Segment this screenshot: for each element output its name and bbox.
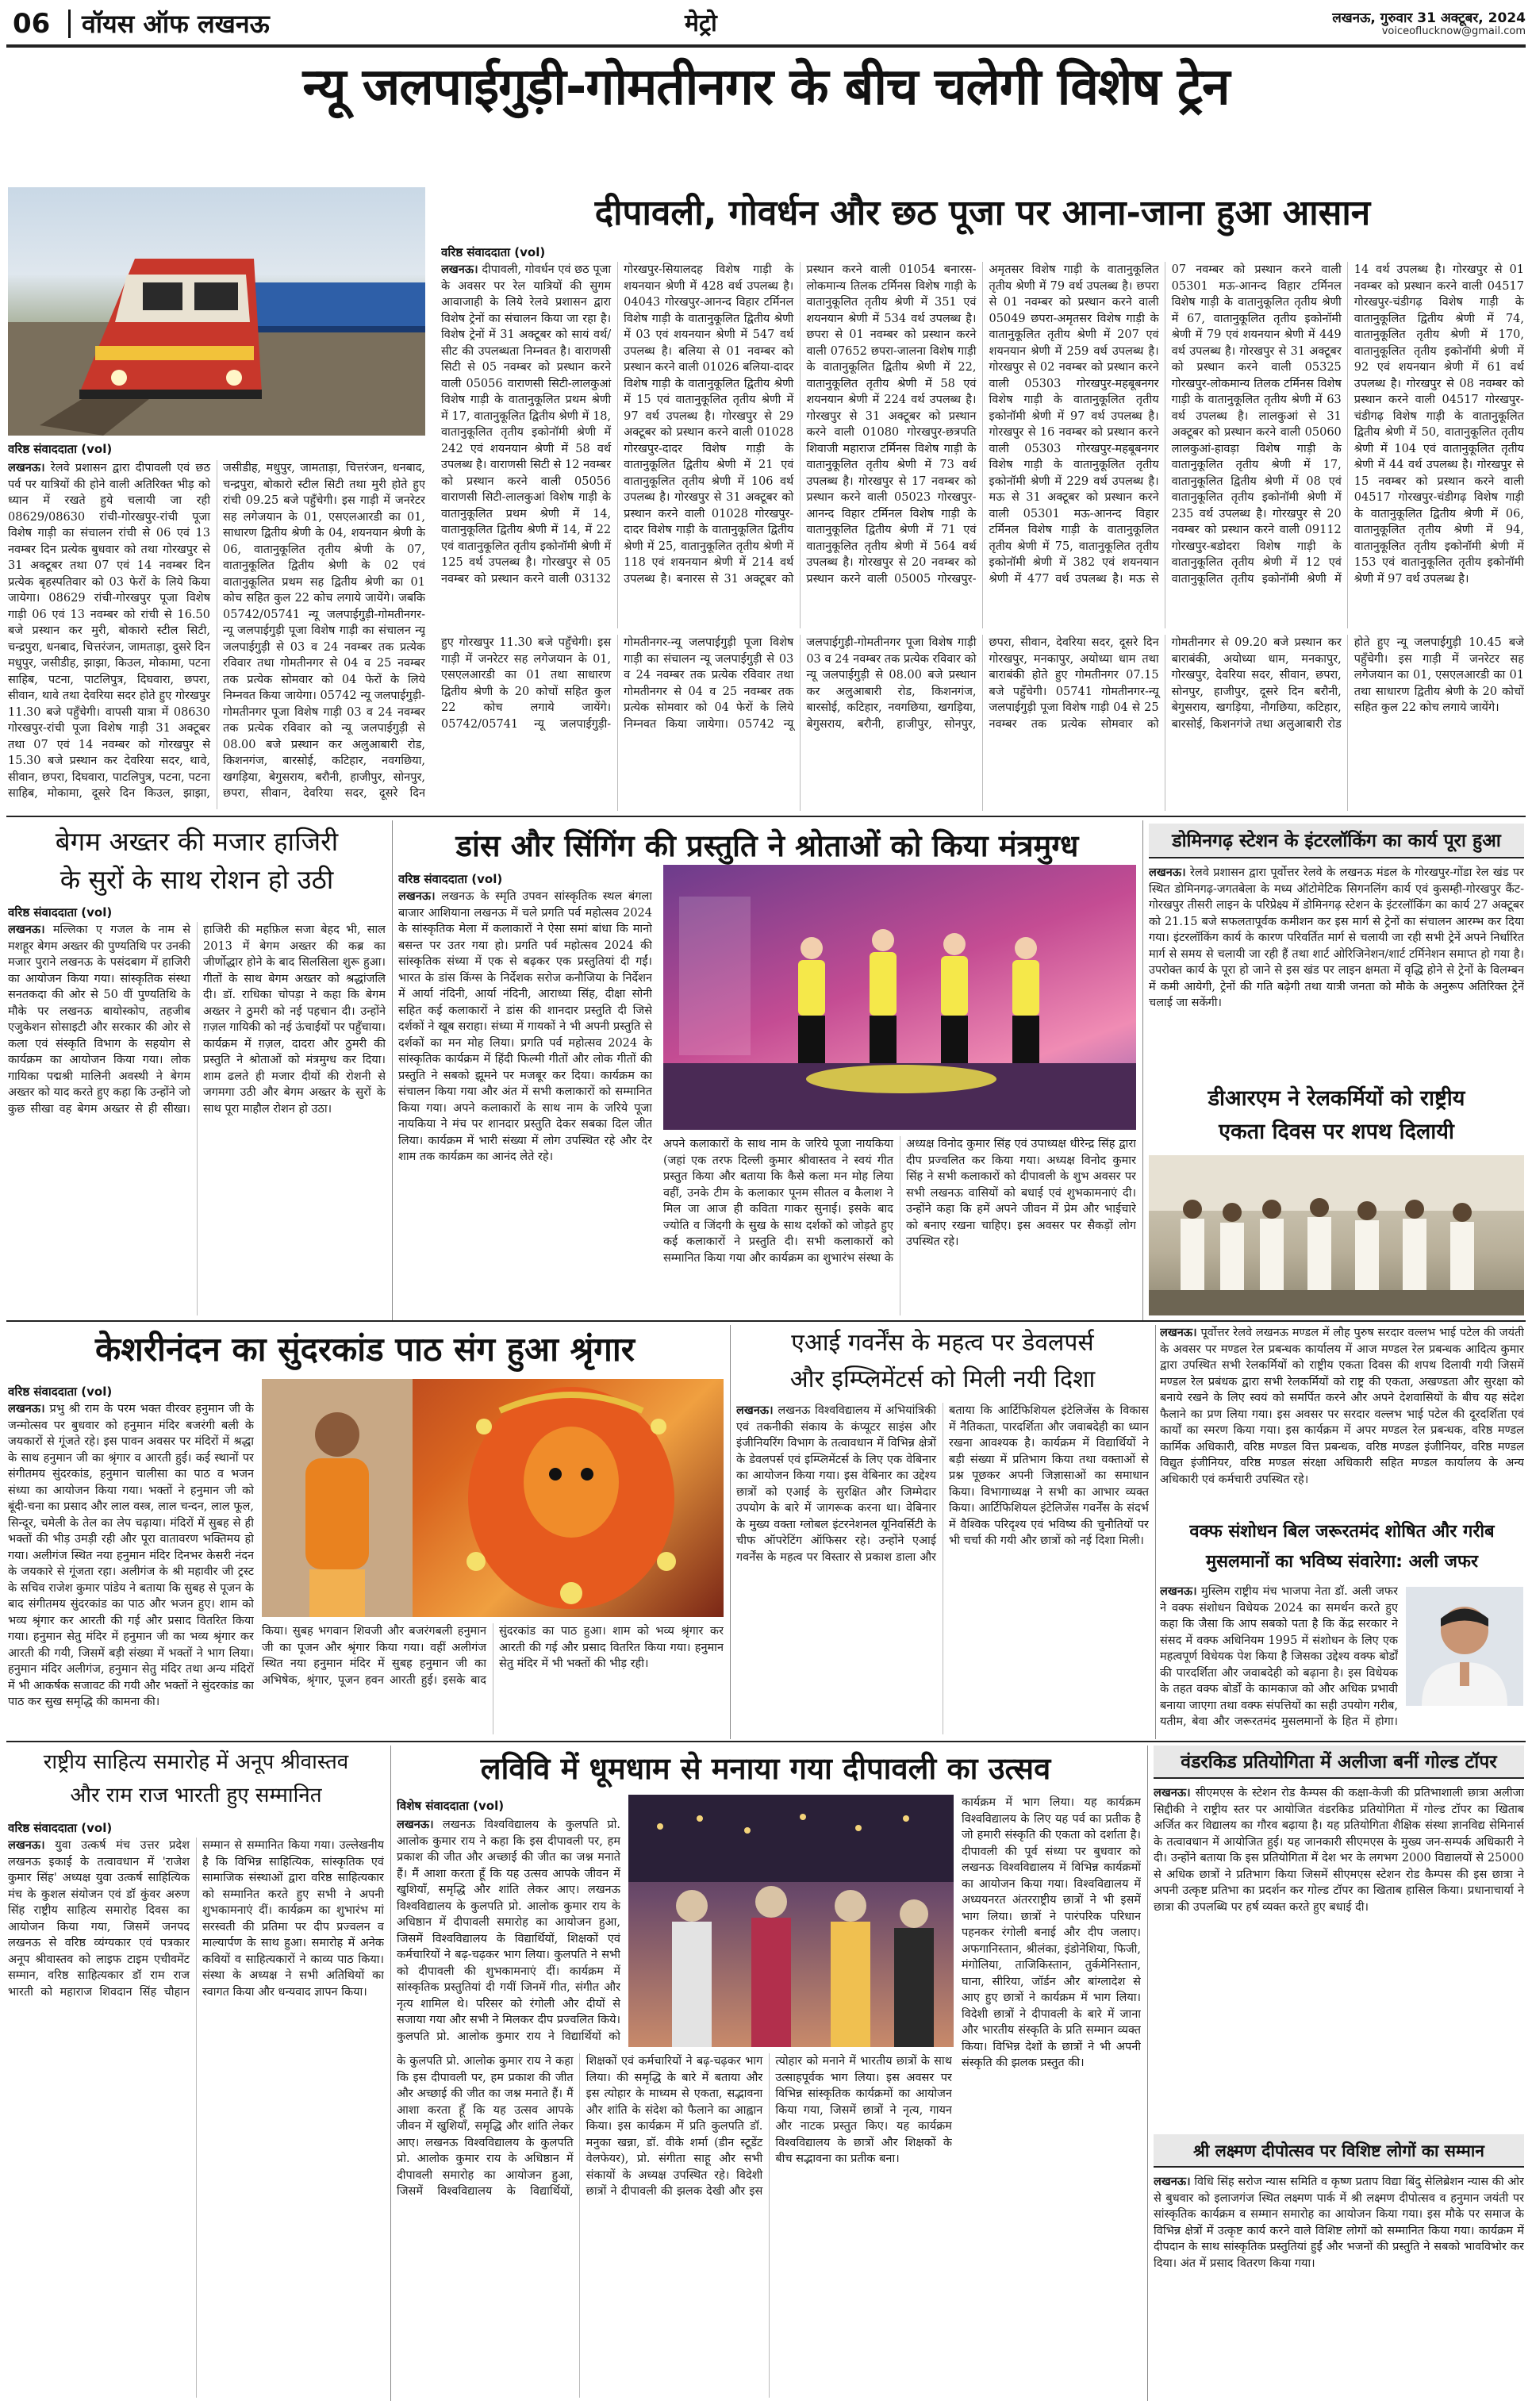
interlock-text [1149, 865, 1524, 1077]
kesari-body-continued: किया। सुबह भगवान शिवजी और बजरंगबली हनुमान जी का पूजन और श्रृंगार किया गया। वहीं अलीगंज स्थित नया हनुमान मंदिर में सुबह हनुमान जी का अभिषेक, श्रृंगार, पूजन हवन आरती हुई। इसके बाद सुंदरकांड का पाठ हुआ। शाम को भव्य श्रृंगार कर आरती की गई और प्रसाद वितरित किया गया। हनुमान सेतु मंदिर में भी भक्तों की भीड़ रही। [262, 1625, 724, 1687]
kesari-headline: केशरीनंदन का सुंदरकांड पाठ संग हुआ श्रृंगार [95, 1330, 635, 1369]
dance-body: लखनऊ के स्मृति उपवन सांस्कृतिक स्थल बंगला बाजार आशियाना लखनऊ में चले प्रगति पर्व महोत्सव 2024 के सांस्कृतिक मेला में कलाकारों ने ऐसा समां बांधा कि मानो बसन्त पर उतर गया हो। प्रगति पर्व महोत्सव 2024 की सांस्कृतिक संध्या में एक से बढ़कर एक प्रस्तुतियां दी गईं। भारत के डांस किंग्स के निर्देशक सरोज कनौजिया के निर्देशन में आर्या नंदिनी, आर्या नंदिनी, आराध्या सिंह, दीक्षा सोनी सहित कई कलाकारों ने डांस की शानदार प्रस्तुति दी जिसे दर्शकों ने खूब सराहा। संध्या में गायकों ने भी अपनी प्रस्तुति से दर्शकों का मन मोह लिया। प्रगति पर्व महोत्सव 2024 के सांस्कृतिक कार्यक्रम में हिंदी फिल्मी गीतों और लोक गीतों की प्रस्तुति ने सबको झूमने पर मजबूर कर दिया। कार्यक्रम का संचालन किया गया और अंत में सभी कलाकारों को सम्मानित किया गया। अपने कलाकारों के साथ नाम के जरिये पूजा नायकिया ने मंच पर शानदार प्रस्तुति देकर सबका दिल जीत लिया। कार्यक्रम में भारी संख्या में लोग उपस्थित रहे और देर शाम तक कार्यक्रम का आनंद लेते रहे। [398, 890, 652, 1163]
begum-text [8, 922, 386, 1315]
begum-body: मल्लिका ए गजल के नाम से मशहूर बेगम अख्तर की पुण्यतिथि पर उनकी मजार पुराने लखनऊ के पसंदबाग में हाजिरी का आयोजन किया गया। सांस्कृतिक संस्था सनतकदा की ओर से 50 वीं पुण्यतिथि के मौके पर लखनऊ बायोस्कोप, तहजीब एजुकेशन सोसाइटी और सरकार की ओर से कला एवं संस्कृति विभाग के सहयोग से कार्यक्रम का आयोजन किया गया। लोक गायिका पद्मश्री मालिनी अवस्थी ने बेगम अख्तर को याद करते हुए कहा कि उन्होंने जो कुछ सीखा वह बेगम अख्तर से ही सीखा। हाजिरी की महफ़िल सजा बेहद भी, साल 2013 में बेगम अख्तर की कब्र का जीर्णोद्धार होने के बाद सिलसिला शुरू हुआ। गीतों के साथ बेगम अख्तर को श्रद्धांजलि दी। डॉ. राधिका चोपड़ा ने कहा कि बेगम अख्तर ने ठुमरी को नई पहचान दी। उन्होंने ग़ज़ल गायिकी को नई ऊंचाईयों पर पहुँचाया। कार्यक्रम में ग़ज़ल, दादरा और ठुमरी की प्रस्तुति ने श्रोताओं को मंत्रमुग्ध कर दिया। शाम ढलते ही मजार दीयों की रोशनी से जगमगा उठी और बेगम अख्तर के सुरों के साथ पूरा माहौल रोशन हो उठा। [8, 924, 386, 1116]
kesari-byline: वरिष्ठ संवाददाता (vol) [8, 1385, 113, 1399]
lu-diwali-text-bottom [397, 2053, 952, 2398]
sahitya-text [8, 1838, 384, 2398]
lu-diwali-text-left [397, 1817, 620, 2047]
ai-headline-1: एआई गवर्नेंस के महत्व पर डेवलपर्स [791, 1329, 1094, 1357]
vandrakid-dateline: लखनऊ। [1154, 1786, 1191, 1799]
section-name: मेट्रो [685, 10, 717, 37]
lu-diwali-body-continued: के कुलपति प्रो. आलोक कुमार राय ने कहा कि इस दीपावली पर, हम प्रकाश की जीत और अच्छाई की जीत का जश्न मनाते हैं। मैं आशा करता हूँ कि यह उत्सव आपके जीवन में खुशियाँ, समृद्धि और शांति लेकर आए। लखनऊ विश्वविद्यालय के कुलपति प्रो. आलोक कुमार राय के अधिष्ठान में दीपावली समारोह का आयोजन हुआ, जिसमें विश्वविद्यालय के विद्यार्थियों, शिक्षकों एवं कर्मचारियों ने बढ़-चढ़कर भाग लिया। की समृद्धि के बारे में बताया और इस त्योहार के माध्यम से एकता, सद्भावना और शांति के संदेश को फैलाने का आह्वान किया। इस कार्यक्रम में प्रति कुलपति डॉ. मनुका खन्ना, डॉ. वीके शर्मा (डीन स्टूडेंट वेलफेयर), प्रो. संगीता साहू और सभी संकायों के अध्यक्ष उपस्थित रहे। विदेशी छात्रों ने दीपावली की झलक देखी और इस त्योहार को मनाने में भारतीय छात्रों के साथ उत्साहपूर्वक भाग लिया। इस अवसर पर विभिन्न सांस्कृतिक कार्यक्रमों का आयोजन किया गया, जिसमें छात्रों ने नृत्य, गायन और नाटक प्रस्तुत किए। यह कार्यक्रम विश्वविद्यालय के छात्रों और शिक्षकों के बीच सद्भावना का प्रतीक बना। [397, 2055, 952, 2198]
diwali-travel-dateline: लखनऊ। [441, 263, 478, 276]
page-number: 06 [13, 8, 51, 40]
paper-name: वॉयस ऑफ लखनऊ [82, 9, 270, 39]
ai-text [736, 1403, 1149, 1734]
diwali-travel-byline: वरिष्ठ संवाददाता (vol) [441, 245, 546, 259]
ali-zafar-photo [1406, 1587, 1523, 1706]
interlock-headline: डोमिनगढ़ स्टेशन के इंटरलॉकिंग का कार्य पूरा हुआ [1172, 831, 1501, 851]
drm-body: पूर्वोत्तर रेलवे लखनऊ मण्डल में लौह पुरुष सरदार वल्लभ भाई पटेल की जयंती के अवसर पर मण्डल रेल प्रबन्धक कार्यालय में आज मण्डल रेल प्रबन्धक आदित्य कुमार द्वारा उपस्थित सभी रेलकर्मियों को राष्ट्रीय एकता दिवस की शपथ दिलायी गयी जिसमें मण्डल रेल प्रबंधक द्वारा सभी रेलकर्मियों को राष्ट्र की एकता, अखण्डता और सुरक्षा को बनाये रखने के लिए स्वयं को समर्पित करने और अपने देशवासियों के बीच यह संदेश फैलाने का प्रण लिया गया। इस अवसर पर सरदार वल्लभ भाई पटेल की दूरदर्शिता एवं कार्यों का स्मरण किया गया। इस कार्यक्रम में अपर मण्डल रेल प्रबन्धक, वरिष्ठ मण्डल कार्मिक अधिकारी, वरिष्ठ मण्डल वित्त प्रबन्धक, वरिष्ठ मण्डल इंजीनियर, वरिष्ठ मण्डल विद्युत इंजीनियर, वरिष्ठ मण्डल संरक्षा अधिकारी सहित मण्डल कार्यालय के अन्य अधिकारी एवं कर्मचारी उपस्थित रहे। [1160, 1327, 1524, 1486]
drm-oath-text [1160, 1325, 1524, 1514]
vandrakid-body: सीएमएस के स्टेशन रोड कैम्पस की कक्षा-केजी की प्रतिभाशाली छात्रा अलीजा सिद्दीकी ने राष्ट्रीय स्तर पर आयोजित वंडरकिड प्रतियोगिता में गोल्ड टॉपर का खिताब अर्जित कर विद्यालय का गौरव बढ़ाया है। यह प्रतियोगिता शैक्षिक संस्था ज्ञानविद्य सेमिनार्स के तत्वावधान में आयोजित हुई। यह जानकारी सीएमएस के मुख्य जन-सम्पर्क अधिकारी ने दी। उन्होंने बताया कि इस प्रतियोगिता में देश भर के लगभग 2000 विद्यालयों से 25000 से अधिक छात्रों ने प्रतिभाग किया जिसमें सीएमएस स्टेशन रोड कैम्पस की इस छात्रा ने अपनी उत्कृष्ट प्रतिभा का प्रदर्शन कर गोल्ड टॉपर का खिताब हासिल किया। प्रधानाचार्या ने छात्रा की उपलब्धि पर हर्ष व्यक्त करते हुए बधाई दी। [1154, 1787, 1524, 1914]
lead-headline: न्यू जलपाईगुड़ी-गोमतीनगर के बीच चलेगी विशेष ट्रेन [302, 58, 1230, 117]
dance-text-right [663, 1136, 1136, 1315]
sahitya-body: युवा उत्कर्ष मंच उत्तर प्रदेश लखनऊ इकाई के तत्वावधान में 'राजेश कुमार सिंह' अध्यक्ष युवा उत्कर्ष साहित्यिक मंच के कुशल संयोजन एवं डॉ कुंवर अरुण सिंह राष्ट्रीय साहित्य समारोह दिवस का आयोजन किया गया, जिसमें जनपद लखनऊ से वरिष्ठ व्यंग्यकार एवं पत्रकार अनूप श्रीवास्तव को लाइफ टाइम एचीवमेंट सम्मान, वरिष्ठ साहित्यकार डॉ राम राज भारती को महाराज शिवदान सिंह चौहान सम्मान से सम्मानित किया गया। उल्लेखनीय है कि विभिन्न साहित्यिक, सांस्कृतिक एवं सामाजिक संस्थाओं द्वारा वरिष्ठ साहित्यकार को सम्मानित करते हुए सभी ने अपनी शुभकामनाएं दीं। कार्यक्रम का शुभारंभ मां सरस्वती की प्रतिमा पर दीप प्रज्वलन व माल्यार्पण के साथ हुआ। समारोह में अनेक कवियों व साहित्यकारों ने काव्य पाठ किया। संस्था के अध्यक्ष ने सभी अतिथियों का स्वागत किया और धन्यवाद ज्ञापन किया। [8, 1839, 384, 1999]
interlock-body: रेलवे प्रशासन द्वारा पूर्वोत्तर रेलवे के लखनऊ मंडल के गोरखपुर-गोंडा रेल खंड पर स्थित डोमिनगढ़-जगतबेला के मध्य ऑटोमेटिक सिगनलिंग कार्य एवं कुसम्ही-गोरखपुर कैंट-गोरखपुर तीसरी लाइन के परिप्रेक्ष्य में डोमिनगढ़ स्टेशन के इंटरलॉकिंग का कार्य 27 अक्टूबर को 21.15 बजे सफलतापूर्वक कमीशन कर इस मार्ग से ट्रेनों का संचालन आरम्भ कर दिया गया। इंटरलॉकिंग कार्य के कारण परिवर्तित मार्ग से चलायी जा रही सभी ट्रेनें अपने निर्धारित मार्ग से समय से चलायी जा रही हैं तथा शार्ट ओरिजिनेशन/शार्ट टर्मिनेशन समाप्त हो गया है। उपरोक्त कार्य के पूरा हो जाने से इस खंड पर लाइन क्षमता में वृद्धि होने से ट्रेनों के विलम्बन में कमी आयेगी, ट्रेनों की गति बढ़ेगी तथा यात्री जनता को मौके के अनुरूप अतिरिक्त ट्रेनें चलाई जा सकेंगी। [1149, 866, 1524, 1009]
drm-dateline: लखनऊ। [1160, 1326, 1197, 1339]
lakshman-headline: श्री लक्ष्मण दीपोत्सव पर विशिष्ट लोगों का सम्मान [1193, 2141, 1484, 2160]
kesari-dateline: लखनऊ। [8, 1402, 45, 1415]
lu-diwali-body: लखनऊ विश्वविद्यालय के कुलपति प्रो. आलोक कुमार राय ने कहा कि इस दीपावली पर, हम प्रकाश की जीत और अच्छाई की जीत का जश्न मनाते हैं। मैं आशा करता हूँ कि यह उत्सव आपके जीवन में खुशियाँ, समृद्धि और शांति लेकर आए। लखनऊ विश्वविद्यालय के कुलपति प्रो. आलोक कुमार राय के अधिष्ठान में दीपावली समारोह का आयोजन हुआ, जिसमें विश्वविद्यालय के विद्यार्थियों, शिक्षकों एवं कर्मचारियों ने बढ़-चढ़कर भाग लिया। कुलपति ने सभी को दीपावली की शुभकामनाएं दीं। कार्यक्रम में सांस्कृतिक प्रस्तुतियां दी गयीं जिनमें गीत, संगीत और नृत्य शामिल थे। परिसर को रंगोली और दीयों से सजाया गया और सभी ने मिलकर दीप प्रज्वलित किये। कुलपति प्रो. आलोक कुमार राय ने विद्यार्थियों को [397, 1818, 620, 2043]
vandrakid-headline: वंडरकिड प्रतियोगिता में अलीजा बनीं गोल्ड टॉपर [1181, 1752, 1497, 1772]
lu-diwali-body-right: कार्यक्रम में भाग लिया। यह कार्यक्रम विश्वविद्यालय के लिए यह पर्व का प्रतीक है जो हमारी संस्कृति की एकता को दर्शाता है। दीपावली की पूर्व संध्या पर बुधवार को लखनऊ विश्वविद्यालय में विभिन्न कार्यक्रमों का आयोजन किया गया। विश्वविद्यालय में अध्ययनरत अंतरराष्ट्रीय छात्रों ने भी इसमें भाग लिया। छात्रों ने पारंपरिक परिधान पहनकर रंगोली बनाई और दीप जलाए। अफगानिस्तान, श्रीलंका, इंडोनेशिया, फिजी, मंगोलिया, ताजिकिस्तान, तुर्कमेनिस्तान, घाना, सीरिया, जॉर्डन और बांग्लादेश से आए हुए छात्रों ने कार्यक्रम में भाग लिया। विदेशी छात्रों ने दीपावली के बारे में जाना और भारतीय संस्कृति के प्रति सम्मान व्यक्त किया। विभिन्न देशों के छात्रों ने भी अपनी संस्कृति की झलक प्रस्तुत की। [962, 1796, 1141, 2069]
sahitya-headline-1: राष्ट्रीय साहित्य समारोह में अनूप श्रीवास्तव [43, 1750, 349, 1774]
begum-headline-2: के सुरों के साथ रोशन हो उठी [60, 864, 334, 895]
waqf-body: मुस्लिम राष्ट्रीय मंच भाजपा नेता डॉ. अली जफर ने वक्फ संशोधन विधेयक 2024 का समर्थन करते हुए कहा कि जैसा कि आप सबको पता है कि केंद्र सरकार ने संसद में वक्फ अधिनियम 1995 में संशोधन के लिए एक महत्वपूर्ण विधेयक पेश किया है जिसका उद्देश्य वक्फ बोर्डों की पारदर्शिता और जवाबदेही को बढ़ाना है। इस विधेयक के तहत वक्फ बोर्डों के कामकाज को और अधिक प्रभावी बनाया जाएगा तथा वक्फ संपत्तियों का सही उपयोग गरीब, यतीम, बेवा और जरूरतमंद मुसलमानों के हित में होगा। [1160, 1585, 1398, 1728]
drm-photo [1149, 1155, 1524, 1315]
lead-byline: वरिष्ठ संवाददाता (vol) [8, 442, 113, 456]
ai-headline-2: और इम्प्लिमेंटर्स को मिली नयी दिशा [789, 1365, 1096, 1393]
lead-text-continued [441, 635, 1524, 811]
dance-byline: वरिष्ठ संवाददाता (vol) [398, 872, 503, 886]
dance-headline: डांस और सिंगिंग की प्रस्तुति ने श्रोताओं को किया मंत्रमुग्ध [455, 828, 1079, 863]
kesari-text-left [8, 1401, 254, 1734]
drm-headline-2: एकता दिवस पर शपथ दिलायी [1219, 1120, 1454, 1144]
lu-diwali-dateline: लखनऊ। [397, 1818, 434, 1831]
begum-dateline: लखनऊ। [8, 923, 45, 936]
dance-body-continued: अपने कलाकारों के साथ नाम के जरिये पूजा नायकिया (जहां एक तरफ दिल्ली कुमार श्रीवास्तव ने स्वयं गीत प्रस्तुत किया और बताया कि कैसे कला मन मोह लिया वहीं, उनके टीम के कलाकार पूनम सीतल व कैलाश ने मिल जा आज ही कविता गाकर सुनाई। इसके बाद ज्योति व जिंदगी के सुख के साथ दर्शकों को जोड़ते हुए कई कलाकारों ने प्रस्तुति दी। सभी कलाकारों को सम्मानित किया गया और कार्यक्रम का शुभारंभ संस्था के अध्यक्ष विनोद कुमार सिंह एवं उपाध्यक्ष धीरेन्द्र सिंह द्वारा दीप प्रज्वलित कर किया गया। अध्यक्ष विनोद कुमार सिंह ने सभी कलाकारों को दीपावली के शुभ अवसर पर सभी लखनऊ वासियों को बधाई एवं शुभकामनाएं दी। उन्होंने कहा कि हमें अपने जीवन में प्रेम और भाईचारे को बनाए रखना चाहिए। इस अवसर पर सैकड़ों लोग उपस्थित रहे। [663, 1138, 1136, 1265]
ai-dateline: लखनऊ। [736, 1404, 774, 1417]
sahitya-byline: वरिष्ठ संवाददाता (vol) [8, 1821, 113, 1835]
kesari-body: प्रभु श्री राम के परम भक्त वीरवर हनुमान जी के जन्मोत्सव पर बुधवार को हनुमान मंदिर बजरंगी बली के जयकारों से गूंजते रहे। इस पावन अवसर पर मंदिरों में श्रद्धा के साथ हनुमान जी का श्रृंगार व आरती हुई। कई स्थानों पर संगीतमय सुंदरकांड, हनुमान चालीसा का पाठ व भजन संध्या का आयोजन किया गया। भक्तों ने हनुमान जी को बूंदी-चना का प्रसाद और लाल वस्त्र, लाल चन्दन, लाल फूल, सिन्दूर, चमेली के तेल का लेप चढ़ाया। मंदिरों में सुबह से ही भक्तों की भीड़ उमड़ी रही और पूरा वातावरण भक्तिमय हो गया। अलीगंज स्थित नया हनुमान मंदिर दिनभर केसरी नंदन के जयकारे से गूंजता रहा। अलीगंज के श्री महावीर जी ट्रस्ट के सचिव राजेश कुमार पांडेय ने बताया कि सुबह से पूजन के बाद संगीतमय सुंदरकांड का पाठ और भजन हुए। शाम को भव्य श्रृंगार कर आरती की गई और प्रसाद वितरित किया गया। हनुमान सेतु मंदिर में हनुमान जी का भव्य श्रृंगार कर आरती की गयी, जिसमें बड़ी संख्या में भक्तों ने भाग लिया। हनुमान मंदिर अलीगंज, हनुमान सेतु मंदिर तथा अन्य मंदिरों में भी आकर्षक सजावट की गयी और भक्तों ने सुंदरकांड का पाठ कर सुख समृद्धि की कामना की। [8, 1403, 254, 1708]
dateline: लखनऊ, गुरुवार 31 अक्टूबर, 2024 [1332, 10, 1526, 26]
vandrakid-headline-box [1154, 1746, 1524, 1779]
lead-dateline: लखनऊ। [8, 461, 45, 474]
lead-body: रेलवे प्रशासन द्वारा दीपावली एवं छठ पर्व पर यात्रियों की होने वाली अतिरिक्त भीड़ को ध्यान में रखते हुये चलायी जा रही 08629/08630 रांची-गोरखपुर-रांची पूजा विशेष गाड़ी का संचालन रांची से 06 एवं 13 नवम्बर दिन प्रत्येक बुधवार को तथा गोरखपुर से 31 अक्टूबर तथा 07 एवं 14 नवम्बर दिन प्रत्येक बृहस्पतिवार को 03 फेरों के लिये किया जायेगा। 08629 रांची-गोरखपुर पूजा विशेष गाड़ी 06 एवं 13 नवम्बर को रांची से 16.50 बजे प्रस्थान कर मुरी, बोकारो स्टील सिटी, चन्द्रपुरा, धनबाद, चित्तरंजन, जामताड़ा, दुसरे दिन मधुपुर, जसीडीह, झाझा, किउल, मोकामा, पटना साहिब, पटना, पाटलिपुत्र, दिघवारा, छपरा, सीवान, थावे तथा देवरिया सदर होते हुए गोरखपुर 11.30 बजे पहुँचेगी। वापसी यात्रा में 08630 गोरखपुर-रांची पूजा विशेष गाड़ी 31 अक्टूबर तथा 07 एवं 14 नवम्बर को गोरखपुर से 15.30 बजे प्रस्थान कर देवरिया सदर, थावे, सीवान, छपरा, दिघवारा, पाटलिपुत्र, पटना, पटना साहिब, मोकामा, दूसरे दिन किउल, झाझा, जसीडीह, मधुपुर, जामताड़ा, चित्तरंजन, धनबाद, चन्द्रपुरा, बोकारो स्टील सिटी तथा मुरी होते हुए रांची 09.25 बजे पहुँचेगी। इस गाड़ी में जनरेटर सह लगेजयान के 01, एसएलआरडी का 01, साधारण द्वितीय श्रेणी के 04, शयनयान श्रेणी के 06, वातानुकूलित तृतीय श्रेणी के 07, वातानुकूलित द्वितीय श्रेणी के 02 एवं वातानुकूलित प्रथम सह द्वितीय श्रेणी का 01 कोच सहित कुल 22 कोच लगाये जायेंगे। जबकि 05742/05741 न्यू जलपाईगुड़ी-गोमतीनगर-न्यू जलपाईगुड़ी पूजा विशेष गाड़ी का संचालन न्यू जलपाईगुड़ी से 03 व 24 नवम्बर तक प्रत्येक रविवार तथा गोमतीनगर से 04 व 25 नवम्बर तक प्रत्येक सोमवार को 04 फेरों के लिये निम्नवत किया जायेगा। 05742 न्यू जलपाईगुड़ी-गोमतीनगर पूजा विशेष गाड़ी 03 व 24 नवम्बर तक प्रत्येक रविवार को न्यू जलपाईगुड़ी से 08.00 बजे प्रस्थान कर अलुआबारी रोड, किशनगंज, बारसोई, कटिहार, नवगछिया, खगड़िया, बेगुसराय, बरौनी, हाजीपुर, सोनपुर, छपरा, सीवान, देवरिया सदर, दूसरे दिन [8, 462, 425, 800]
diwali-travel-headline: दीपावली, गोवर्धन और छठ पूजा पर आना-जाना हुआ आसान [594, 193, 1371, 233]
lead-text [8, 460, 425, 809]
dance-text-left [398, 889, 652, 1315]
waqf-text [1160, 1584, 1398, 1734]
interlock-dateline: लखनऊ। [1149, 866, 1186, 879]
begum-byline: वरिष्ठ संवाददाता (vol) [8, 905, 113, 920]
lakshman-dateline: लखनऊ। [1154, 2175, 1191, 2188]
lakshman-body: विधि सिंह सरोज न्यास समिति व कृष्ण प्रताप विद्या बिंदु सेलिब्रेशन न्यास की ओर से बुधवार को इलाजगंज स्थित लक्ष्मण पार्क में श्री लक्ष्मण दीपोत्सव व हनुमान जयंती पर सांस्कृतिक कार्यक्रम व सम्मान समारोह का आयोजन किया गया। इस मौके पर समाज के विभिन्न क्षेत्रों में उत्कृष्ट कार्य करने वाले विशिष्ट लोगों को सम्मानित किया गया। कार्यक्रम में दीपदान के साथ सांस्कृतिक प्रस्तुतियां हुईं और भजनों की प्रस्तुति ने सबको भावविभोर कर दिया। अंत में प्रसाद वितरण किया गया। [1154, 2176, 1524, 2270]
waqf-dateline: लखनऊ। [1160, 1584, 1197, 1598]
lu-diwali-text-right [962, 1795, 1141, 2398]
train-photo [8, 187, 425, 436]
vandrakid-text [1154, 1785, 1524, 2125]
lu-diwali-byline: विशेष संवाददाता (vol) [397, 1799, 505, 1813]
kesari-text-right [262, 1623, 724, 1734]
diwali-travel-text [441, 262, 1524, 628]
sahitya-headline-2: और राम राज भारती हुए सम्मानित [70, 1784, 322, 1807]
begum-headline-1: बेगम अख्तर की मजार हाजिरी [55, 826, 339, 857]
dance-photo [663, 865, 1136, 1130]
lakshman-text [1154, 2174, 1524, 2398]
interlock-headline-box [1149, 824, 1524, 858]
lu-diwali-headline: लविवि में धूमधाम से मनाया गया दीपावली का उत्सव [480, 1751, 1051, 1786]
waqf-headline-1: वक्फ संशोधन बिल जरूरतमंद शोषित और गरीब [1189, 1522, 1495, 1542]
lead-body-continued: हुए गोरखपुर 11.30 बजे पहुँचेगी। इस गाड़ी में जनरेटर सह लगेजयान के 01, एसएलआरडी का 01 तथा साधारण द्वितीय श्रेणी के 20 कोचों सहित कुल 22 कोच लगाये जायेंगे। 05742/05741 न्यू जलपाईगुड़ी-गोमतीनगर-न्यू जलपाईगुड़ी पूजा विशेष गाड़ी का संचालन न्यू जलपाईगुड़ी से 03 व 24 नवम्बर तक प्रत्येक रविवार तथा गोमतीनगर से 04 व 25 नवम्बर तक प्रत्येक सोमवार को 04 फेरों के लिये निम्नवत किया जायेगा। 05742 न्यू जलपाईगुड़ी-गोमतीनगर पूजा विशेष गाड़ी 03 व 24 नवम्बर तक प्रत्येक रविवार को न्यू जलपाईगुड़ी से 08.00 बजे प्रस्थान कर अलुआबारी रोड, किशनगंज, बारसोई, कटिहार, नवगछिया, खगड़िया, बेगुसराय, बरौनी, हाजीपुर, सोनपुर, छपरा, सीवान, देवरिया सदर, दूसरे दिन गोरखपुर, मनकापुर, अयोध्या धाम तथा बाराबंकी होते हुए गोमतीनगर 07.15 बजे पहुँचेगी। 05741 गोमतीनगर-न्यू जलपाईगुड़ी पूजा विशेष गाड़ी 04 से 25 नवम्बर तक प्रत्येक सोमवार को गोमतीनगर से 09.20 बजे प्रस्थान कर बाराबंकी, अयोध्या धाम, मनकापुर, गोरखपुर, देवरिया सदर, सीवान, छपरा, सोनपुर, हाजीपुर, दूसरे दिन बरौनी, बेगुसराय, खगड़िया, नौगछिया, कटिहार, बारसोई, किशनगंजे तथा अलुआबारी रोड होते हुए न्यू जलपाईगुड़ी 10.45 बजे पहुँचेगी। इस गाड़ी में जनरेटर सह लगेजयान का 01, एसएलआरडी का 01 तथा साधारण द्वितीय श्रेणी के 20 कोचों सहित कुल 22 कोच लगाये जायेंगे। [441, 636, 1524, 731]
dance-dateline: लखनऊ। [398, 889, 436, 903]
masthead [6, 6, 1526, 43]
lakshman-headline-box [1154, 2134, 1524, 2168]
lu-diwali-photo [628, 1795, 954, 2047]
waqf-headline-2: मुसलमानों का भविष्य संवारेगा: अली जफर [1206, 1552, 1478, 1572]
hanuman-photo [262, 1379, 724, 1617]
sahitya-dateline: लखनऊ। [8, 1838, 45, 1852]
ai-body: लखनऊ विश्वविद्यालय में अभियांत्रिकी एवं तकनीकी संकाय के कंप्यूटर साइंस और इंजीनियरिंग विभाग के तत्वावधान में विभिन्न क्षेत्रों के डेवलपर्स एवं इम्प्लिमेंटर्स के लिए एक वेबिनार का आयोजन किया गया। इस वेबिनार का उद्देश्य छात्रों को एआई के सुरक्षित और जिम्मेदार उपयोग के बारे में जागरूक करना था। वेबिनार के मुख्य वक्ता ग्लोबल इंटरनेशनल यूनिवर्सिटी के चीफ ऑपरेटिंग ऑफिसर रहे। उन्होंने एआई गवर्नेंस के महत्व पर विस्तार से प्रकाश डाला और बताया कि आर्टिफिशियल इंटेलिजेंस के विकास में नैतिकता, पारदर्शिता और जवाबदेही का ध्यान रखना आवश्यक है। कार्यक्रम में विद्यार्थियों ने बड़ी संख्या में प्रतिभाग किया तथा वक्ताओं से प्रश्न पूछकर अपनी जिज्ञासाओं का समाधान किया। विभागाध्यक्ष ने सभी का आभार व्यक्त किया। आर्टिफिशियल इंटेलिजेंस गवर्नेंस के संदर्भ में वैश्विक परिदृश्य एवं भविष्य की चुनौतियों पर भी चर्चा की गयी और छात्रों को नई दिशा मिली। [736, 1404, 1149, 1564]
email: voiceoflucknow@gmail.com [1381, 25, 1526, 37]
drm-headline-1: डीआरएम ने रेलकर्मियों को राष्ट्रीय [1208, 1086, 1465, 1111]
diwali-travel-body: दीपावली, गोवर्धन एवं छठ पूजा के अवसर पर रेल यात्रियों की सुगम आवाजाही के लिये रेलवे प्रशासन द्वारा विशेष ट्रेनों का संचालन किया जा रहा है। विशेष ट्रेनों में 31 अक्टूबर को सायं वर्थ/सीट की उपलब्धता निम्नवत है। वाराणसी सिटी से 05 नवम्बर को प्रस्थान करने वाली 05056 वाराणसी सिटी-लालकुआं विशेष गाड़ी के वातानुकूलित प्रथम श्रेणी में 17, वातानुकूलित द्वितीय श्रेणी में 18, वातानुकूलित तृतीय इकोनॉमी श्रेणी में 242 एवं शयनयान श्रेणी में 58 वर्थ उपलब्ध है। वाराणसी सिटी से 12 नवम्बर को प्रस्थान करने वाली 05056 वाराणसी सिटी-लालकुआं विशेष गाड़ी के वातानुकूलित प्रथम श्रेणी में 14, वातानुकूलित द्वितीय श्रेणी में 14, में 22 एवं वातानुकूलित तृतीय इकोनॉमी श्रेणी में 125 वर्थ उपलब्ध है। गोरखपुर से 05 नवम्बर को प्रस्थान करने वाली 03132 गोरखपुर-सियालदह विशेष गाड़ी के शयनयान श्रेणी में 428 वर्थ उपलब्ध है। 04043 गोरखपुर-आनन्द विहार टर्मिनल विशेष गाड़ी के वातानुकूलित द्वितीय श्रेणी में 03 एवं शयनयान श्रेणी में 547 वर्थ उपलब्ध है। बलिया से 01 नवम्बर को प्रस्थान करने वाली 01026 बलिया-दादर विशेष गाड़ी के वातानुकूलित द्वितीय श्रेणी में 15 एवं वातानुकूलित तृतीय श्रेणी में 97 वर्थ उपलब्ध है। गोरखपुर से 29 अक्टूबर को प्रस्थान करने वाली 01028 गोरखपुर-दादर विशेष गाड़ी के वातानुकूलित द्वितीय श्रेणी में 21 एवं वातानुकूलित तृतीय श्रेणी में 106 वर्थ उपलब्ध है। गोरखपुर से 31 अक्टूबर को प्रस्थान करने वाली 01028 गोरखपुर-दादर विशेष गाड़ी के वातानुकूलित द्वितीय श्रेणी में 25, वातानुकूलित तृतीय श्रेणी में 118 एवं शयनयान श्रेणी में 214 वर्थ उपलब्ध है। बनारस से 31 अक्टूबर को प्रस्थान करने वाली 01054 बनारस-लोकमान्य तिलक टर्मिनस विशेष गाड़ी के वातानुकूलित तृतीय श्रेणी में 351 एवं शयनयान श्रेणी में 534 वर्थ उपलब्ध है। छपरा से 01 नवम्बर को प्रस्थान करने वाली 07652 छपरा-जालना विशेष गाड़ी के वातानुकूलित द्वितीय श्रेणी में 22, वातानुकूलित तृतीय श्रेणी में 58 एवं शयनयान श्रेणी में 224 वर्थ उपलब्ध है। गोरखपुर से 31 अक्टूबर को प्रस्थान करने वाली 01080 गोरखपुर-छत्रपति शिवाजी महाराज टर्मिनस विशेष गाड़ी के वातानुकूलित तृतीय श्रेणी में 73 वर्थ उपलब्ध है। गोरखपुर से 17 नवम्बर को प्रस्थान करने वाली 05023 गोरखपुर-आनन्द विहार टर्मिनल विशेष गाड़ी के वातानुकूलित द्वितीय श्रेणी में 71 एवं वातानुकूलित तृतीय श्रेणी में 564 वर्थ उपलब्ध है। गोरखपुर से 20 नवम्बर को प्रस्थान करने वाली 05005 गोरखपुर-अमृतसर विशेष गाड़ी के वातानुकूलित तृतीय श्रेणी में 79 वर्थ उपलब्ध है। छपरा से 01 नवम्बर को प्रस्थान करने वाली 05049 छपरा-अमृतसर विशेष गाड़ी के वातानुकूलित तृतीय श्रेणी में 207 एवं शयनयान श्रेणी में 259 वर्थ उपलब्ध है। गोरखपुर से 02 नवम्बर को प्रस्थान करने वाली 05303 गोरखपुर-महबूबनगर विशेष गाड़ी के वातानुकूलित तृतीय इकोनॉमी श्रेणी में 97 वर्थ उपलब्ध है। गोरखपुर से 16 नवम्बर को प्रस्थान करने वाली 05303 गोरखपुर-महबूबनगर विशेष गाड़ी के वातानुकूलित तृतीय इकोनॉमी श्रेणी में 229 वर्थ उपलब्ध है। मऊ से 31 अक्टूबर को प्रस्थान करने वाली 05301 मऊ-आनन्द विहार टर्मिनल विशेष गाड़ी के वातानुकूलित तृतीय श्रेणी में 75, वातानुकूलित तृतीय इकोनॉमी श्रेणी में 382 एवं शयनयान श्रेणी में 477 वर्थ उपलब्ध है। मऊ से 07 नवम्बर को प्रस्थान करने वाली 05301 मऊ-आनन्द विहार टर्मिनल विशेष गाड़ी के वातानुकूलित तृतीय श्रेणी में 67, वातानुकूलित तृतीय इकोनॉमी श्रेणी में 79 एवं शयनयान श्रेणी में 449 वर्थ उपलब्ध है। गोरखपुर से 31 अक्टूबर को प्रस्थान करने वाली 05325 गोरखपुर-लोकमान्य तिलक टर्मिनस विशेष गाड़ी के वातानुकूलित तृतीय श्रेणी में 63 वर्थ उपलब्ध है। लालकुआं से 31 अक्टूबर को प्रस्थान करने वाली 05060 लालकुआं-हावड़ा विशेष गाड़ी के वातानुकूलित तृतीय श्रेणी में 17, वातानुकूलित द्वितीय श्रेणी में 08 एवं वातानुकूलित तृतीय इकोनॉमी श्रेणी में 235 वर्थ उपलब्ध है। गोरखपुर से 20 नवम्बर को प्रस्थान करने वाली 09112 गोरखपुर-बडोदरा विशेष गाड़ी के वातानुकूलित तृतीय श्रेणी में 12 एवं वातानुकूलित तृतीय इकोनॉमी श्रेणी में 14 वर्थ उपलब्ध है। गोरखपुर से 01 नवम्बर को प्रस्थान करने वाली 04517 गोरखपुर-चंडीगढ़ विशेष गाड़ी के वातानुकूलित द्वितीय श्रेणी में 74, वातानुकूलित तृतीय श्रेणी में 170, वातानुकूलित तृतीय इकोनॉमी श्रेणी में 92 एवं शयनयान श्रेणी में 61 वर्थ उपलब्ध है। गोरखपुर से 08 नवम्बर को प्रस्थान करने वाली 04517 गोरखपुर-चंडीगढ़ विशेष गाड़ी के वातानुकूलित द्वितीय श्रेणी में 50, वातानुकूलित तृतीय श्रेणी में 104 एवं वातानुकूलित तृतीय श्रेणी में 44 वर्थ उपलब्ध है। गोरखपुर से 15 नवम्बर को प्रस्थान करने वाली 04517 गोरखपुर-चंडीगढ़ विशेष गाड़ी के वातानुकूलित द्वितीय श्रेणी में 06, वातानुकूलित तृतीय श्रेणी में 94, वातानुकूलित तृतीय इकोनॉमी श्रेणी में 153 एवं वातानुकूलित तृतीय इकोनॉमी श्रेणी में 97 वर्थ उपलब्ध है। [441, 263, 1524, 586]
